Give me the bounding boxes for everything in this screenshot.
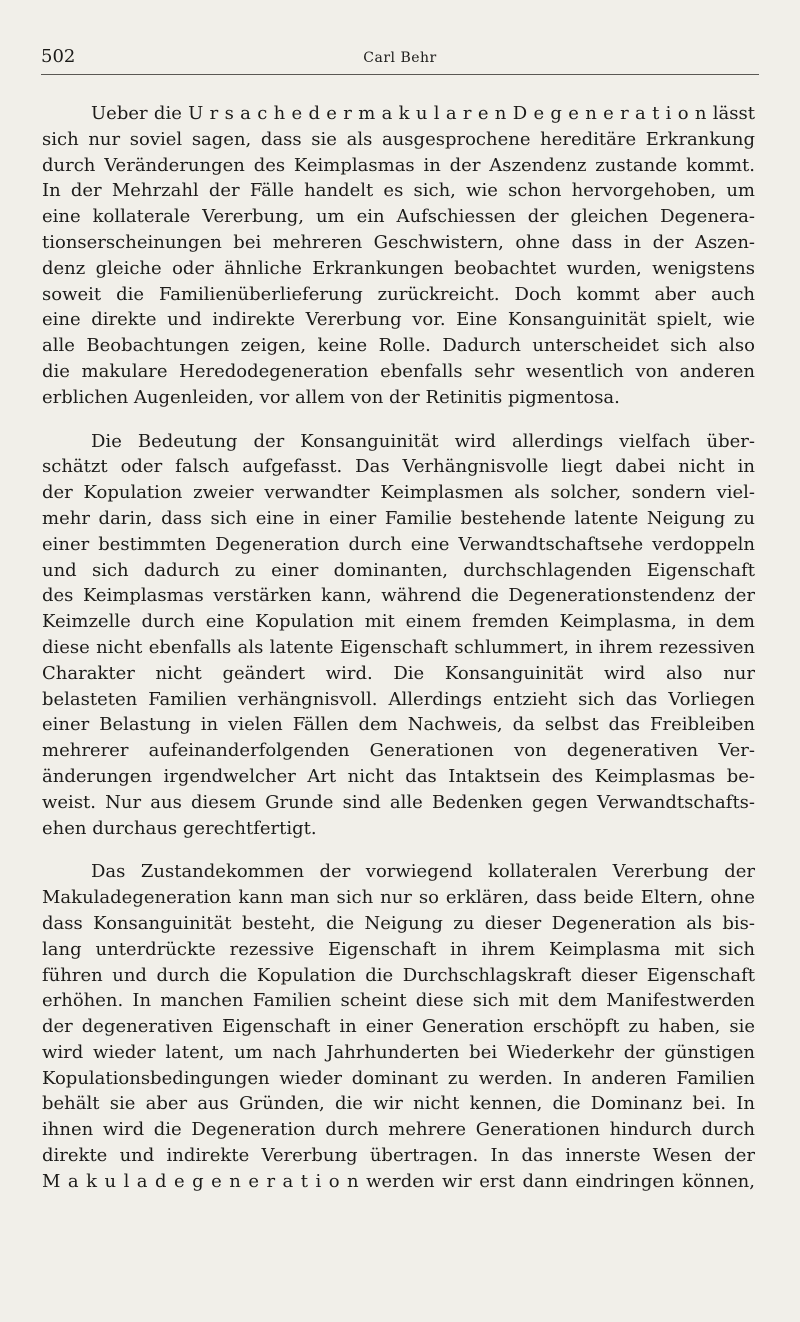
- text-line: wird wieder latent, um nach Jahrhunderten bei Wiederkehr der günstigen: [42, 1041, 755, 1063]
- text-line: ihnen wird die Degeneration durch mehrere Generationen hindurch durch: [42, 1119, 755, 1141]
- text-line: direkte und indirekte Vererbung übertragen. In das innerste Wesen der: [42, 1145, 755, 1167]
- text-line: belasteten Familien verhängnisvoll. Allerdings entzieht sich das Vorliegen: [42, 688, 755, 710]
- text-line: und sich dadurch zu einer dominanten, durchschlagenden Eigenschaft: [42, 559, 755, 581]
- text-line: erhöhen. In manchen Familien scheint diese sich mit dem Manifestwerden: [42, 990, 755, 1012]
- paragraph: [42, 859, 755, 1194]
- text-line: der Kopulation zweier verwandter Keimplasmen als solcher, sondern viel-: [42, 482, 755, 504]
- text-line: soweit die Familienüberlieferung zurückreicht. Doch kommt aber auch: [42, 283, 755, 305]
- page-header: [41, 44, 759, 75]
- text-line: Ueber die U r s a c h e d e r m a k u l a r e n D e g e n e r a t i o n lässt: [91, 103, 755, 124]
- text-line: Die Bedeutung der Konsanguinität wird allerdings vielfach über-: [91, 430, 755, 452]
- text-line: diese nicht ebenfalls als latente Eigenschaft schlummert, in ihrem rezessiven: [42, 636, 755, 658]
- text-line: sich nur soviel sagen, dass sie als ausgesprochene hereditäre Erkrankung: [42, 128, 755, 150]
- text-line: eine direkte und indirekte Vererbung vor. Eine Konsanguinität spielt, wie: [42, 309, 755, 331]
- text-line: ehen durchaus gerechtfertigt.: [42, 817, 317, 839]
- text-line: tionserscheinungen bei mehreren Geschwistern, ohne dass in der Aszen-: [42, 231, 755, 253]
- text-line: denz gleiche oder ähnliche Erkrankungen beobachtet wurden, wenigstens: [42, 257, 755, 279]
- text-line: Kopulationsbedingungen wieder dominant zu werden. In anderen Familien: [42, 1067, 755, 1089]
- text-line: alle Beobachtungen zeigen, keine Rolle. Dadurch unterscheidet sich also: [42, 335, 755, 357]
- text-line: lang unterdrückte rezessive Eigenschaft in ihrem Keimplasma mit sich: [42, 938, 755, 960]
- text-line: dass Konsanguinität besteht, die Neigung zu dieser Degeneration als bis-: [42, 912, 755, 934]
- text-line: mehr darin, dass sich eine in einer Familie bestehende latente Neigung zu: [42, 507, 755, 529]
- running-head: Carl Behr: [363, 50, 437, 66]
- text-line: durch Veränderungen des Keimplasmas in der Aszendenz zustande kommt.: [42, 154, 755, 176]
- text-line: einer Belastung in vielen Fällen dem Nachweis, da selbst das Freibleiben: [42, 714, 755, 736]
- text-line: weist. Nur aus diesem Grunde sind alle Bedenken gegen Verwandtschafts-: [42, 791, 755, 813]
- text-line: M a k u l a d e g e n e r a t i o n werden wir erst dann eindringen können,: [42, 1170, 755, 1192]
- text-line: eine kollaterale Vererbung, um ein Aufschiessen der gleichen Degenera-: [42, 206, 755, 228]
- text-line: Keimzelle durch eine Kopulation mit einem fremden Keimplasma, in dem: [42, 611, 755, 633]
- paragraph: [42, 101, 755, 411]
- text-line: änderungen irgendwelcher Art nicht das Intaktsein des Keimplasmas be-: [42, 765, 755, 787]
- text-line: erblichen Augenleiden, vor allem von der Retinitis pigmentosa.: [42, 386, 620, 408]
- text-line: des Keimplasmas verstärken kann, während die Degenerationstendenz der: [42, 585, 755, 607]
- paragraph: [42, 429, 755, 842]
- page-number: 502: [41, 46, 76, 67]
- body-text: [42, 101, 755, 1195]
- text-line: behält sie aber aus Gründen, die wir nicht kennen, die Dominanz bei. In: [42, 1093, 755, 1115]
- text-line: mehrerer aufeinanderfolgenden Generationen von degenerativen Ver-: [42, 740, 755, 762]
- text-line: Charakter nicht geändert wird. Die Konsanguinität wird also nur: [42, 662, 755, 684]
- text-line: der degenerativen Eigenschaft in einer Generation erschöpft zu haben, sie: [42, 1016, 755, 1038]
- text-line: die makulare Heredodegeneration ebenfalls sehr wesentlich von anderen: [42, 360, 755, 382]
- text-line: führen und durch die Kopulation die Durchschlagskraft dieser Eigenschaft: [42, 964, 755, 986]
- text-line: Das Zustandekommen der vorwiegend kollateralen Vererbung der: [91, 861, 755, 883]
- text-line: In der Mehrzahl der Fälle handelt es sich, wie schon hervorgehoben, um: [42, 180, 755, 202]
- text-line: Makuladegeneration kann man sich nur so erklären, dass beide Eltern, ohne: [42, 887, 755, 909]
- text-line: schätzt oder falsch aufgefasst. Das Verhängnisvolle liegt dabei nicht in: [42, 456, 755, 478]
- text-line: einer bestimmten Degeneration durch eine Verwandtschaftsehe verdoppeln: [42, 533, 755, 555]
